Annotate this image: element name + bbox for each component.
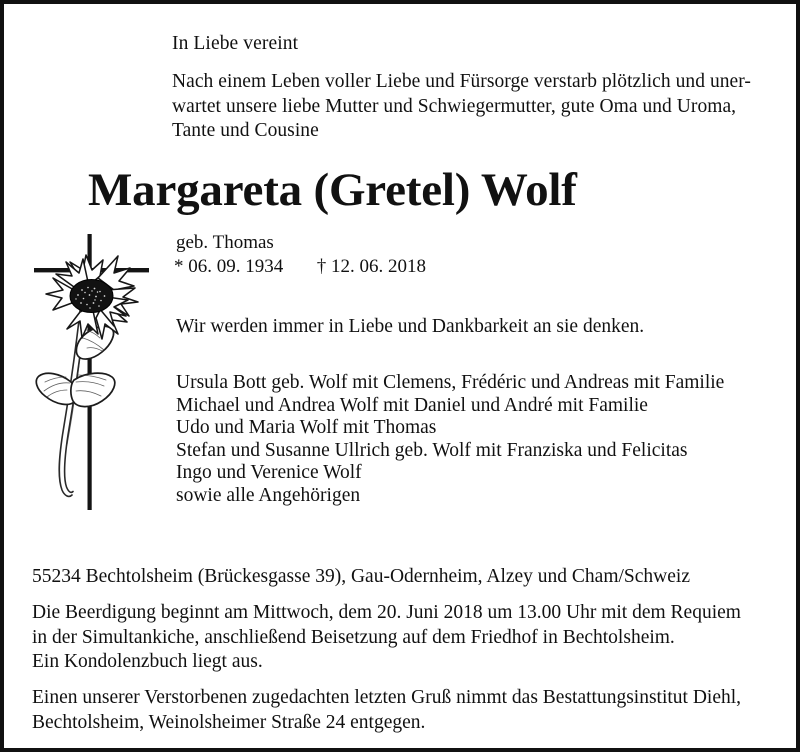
intro-line-1: Nach einem Leben voller Liebe und Fürsorge verstarb plötzlich und uner- — [172, 71, 751, 92]
survivor-line: Michael und Andrea Wolf mit Daniel und André mit Familie — [176, 394, 648, 416]
intro-line-3: Tante und Cousine — [172, 120, 319, 141]
sunflower-center — [70, 280, 113, 313]
survivor-line: Stefan und Susanne Ullrich geb. Wolf mit Franziska und Felicitas — [176, 439, 688, 461]
survivor-line: sowie alle Angehörigen — [176, 484, 361, 506]
greeting-line-2: Bechtolsheim, Weinolsheimer Straße 24 entgegen. — [32, 711, 426, 733]
survivor-line: Ursula Bott geb. Wolf mit Clemens, Frédéric und Andreas mit Familie — [176, 372, 725, 393]
survivor-line: Udo und Maria Wolf mit Thomas — [176, 417, 437, 439]
death-date: † 12. 06. 2018 — [316, 256, 426, 277]
birth-date: * 06. 09. 1934 — [174, 256, 284, 277]
greeting-line-1: Einen unserer Verstorbenen zugedachten letzten Gruß nimmt das Bestattungsinstitut Diehl, — [32, 687, 742, 708]
notice-heading: In Liebe vereint — [172, 33, 299, 54]
cross-sunflower-svg — [26, 230, 176, 520]
deceased-name: Margareta (Gretel) Wolf — [88, 164, 577, 216]
condolence-book-note: Ein Kondolenzbuch liegt aus. — [32, 651, 263, 672]
survivor-line: Ingo und Verenice Wolf — [176, 462, 362, 484]
life-dates — [174, 255, 426, 279]
notice-inner — [4, 4, 796, 748]
funeral-line-1: Die Beerdigung beginnt am Mittwoch, dem 20. Juni 2018 um 13.00 Uhr mit dem Requiem — [32, 602, 741, 623]
funeral-details — [32, 601, 787, 650]
sunflower-leaves — [36, 326, 114, 406]
intro-paragraph — [172, 70, 772, 144]
funeral-home-note — [32, 686, 787, 735]
maiden-name: geb. Thomas — [176, 232, 274, 253]
places-line: 55234 Bechtolsheim (Brückesgasse 39), Gau-Odernheim, Alzey und Cham/Schweiz — [32, 566, 690, 587]
intro-column — [172, 32, 782, 144]
cross-with-sunflower-illustration — [26, 230, 176, 520]
funeral-line-2: in der Simultankiche, anschließend Beisetzung auf dem Friedhof in Bechtolsheim. — [32, 626, 675, 648]
remembrance-text: Wir werden immer in Liebe und Dankbarkeit an sie denken. — [176, 316, 645, 337]
survivors-list — [176, 372, 724, 508]
intro-line-2: wartet unsere liebe Mutter und Schwiegermutter, gute Oma und Uroma, — [172, 95, 737, 117]
